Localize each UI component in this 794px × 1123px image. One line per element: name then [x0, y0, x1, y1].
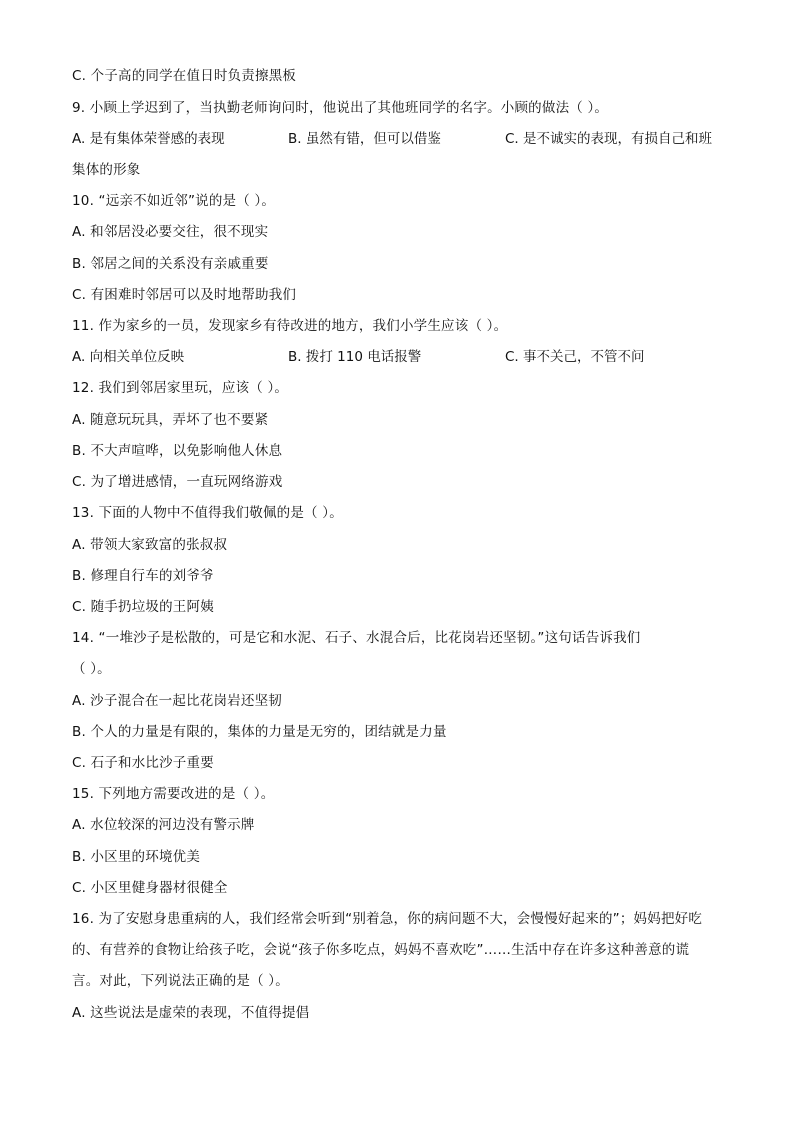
- option-line: A. 和邻居没必要交往，很不现实: [72, 224, 269, 240]
- option-b: B. 虽然有错，但可以借鉴: [288, 131, 441, 147]
- option-line: 集体的形象: [72, 162, 141, 178]
- question-line: 14. “一堆沙子是松散的，可是它和水泥、石子、水混合后，比花岗岩还坚韧。”这句话告诉我们: [72, 630, 641, 646]
- option-c: C. 事不关己，不管不问: [505, 349, 645, 365]
- option-line: C. 有困难时邻居可以及时地帮助我们: [72, 287, 297, 303]
- option-line: C. 个子高的同学在值日时负责擦黑板: [72, 68, 297, 84]
- option-line: C. 石子和水比沙子重要: [72, 755, 214, 771]
- question-line: 11. 作为家乡的一员，发现家乡有待改进的地方，我们小学生应该（ ）。: [72, 318, 508, 334]
- option-line: B. 邻居之间的关系没有亲戚重要: [72, 256, 269, 272]
- option-line: C. 小区里健身器材很健全: [72, 880, 228, 896]
- option-c: C. 是不诚实的表现，有损自己和班: [505, 131, 713, 147]
- question-line: 的、有营养的食物让给孩子吃，会说“孩子你多吃点，妈妈不喜欢吃”……生活中存在许多这种善意的谎: [72, 942, 690, 958]
- option-line: C. 为了增进感情，一直玩网络游戏: [72, 474, 283, 490]
- question-line: 9. 小顾上学迟到了，当执勤老师询问时，他说出了其他班同学的名字。小顾的做法（ ）。: [72, 100, 609, 116]
- options-row: [72, 347, 732, 367]
- option-a: A. 向相关单位反映: [72, 349, 185, 365]
- question-line: 15. 下列地方需要改进的是（ ）。: [72, 786, 275, 802]
- option-line: A. 这些说法是虚荣的表现，不值得提倡: [72, 1005, 310, 1021]
- option-b: B. 拨打 110 电话报警: [288, 349, 422, 365]
- question-line: 10. “远亲不如近邻”说的是（ ）。: [72, 193, 276, 209]
- option-a: A. 是有集体荣誉感的表现: [72, 131, 225, 147]
- options-row: [72, 129, 732, 149]
- option-line: A. 随意玩玩具，弄坏了也不要紧: [72, 412, 269, 428]
- option-line: A. 带领大家致富的张叔叔: [72, 537, 228, 553]
- option-line: A. 水位较深的河边没有警示牌: [72, 817, 255, 833]
- question-line: 言。对此，下列说法正确的是（ ）。: [72, 973, 289, 989]
- option-line: B. 修理自行车的刘爷爷: [72, 568, 214, 584]
- question-line: 16. 为了安慰身患重病的人，我们经常会听到“别着急，你的病问题不大，会慢慢好起来的”；妈妈把好吃: [72, 911, 703, 927]
- question-line: （ ）。: [72, 661, 111, 677]
- option-line: B. 个人的力量是有限的，集体的力量是无穷的，团结就是力量: [72, 724, 447, 740]
- question-line: 12. 我们到邻居家里玩，应该（ ）。: [72, 380, 289, 396]
- option-line: C. 随手扔垃圾的王阿姨: [72, 599, 214, 615]
- option-line: B. 小区里的环境优美: [72, 849, 201, 865]
- option-line: A. 沙子混合在一起比花岗岩还坚韧: [72, 693, 282, 709]
- option-line: B. 不大声喧哗，以免影响他人休息: [72, 443, 283, 459]
- question-line: 13. 下面的人物中不值得我们敬佩的是（ ）。: [72, 505, 343, 521]
